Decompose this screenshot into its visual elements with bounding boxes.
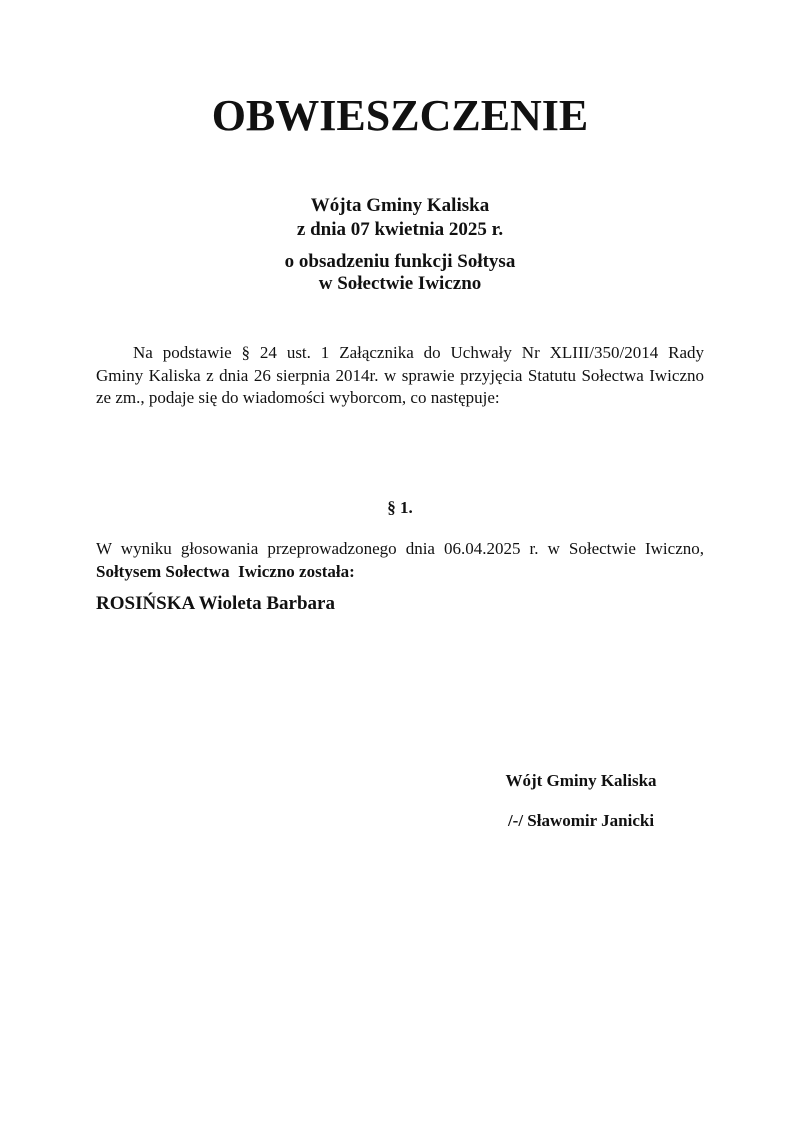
legal-basis-paragraph <box>96 342 704 410</box>
signatory-position-title: Wójt Gminy Kaliska <box>505 771 657 790</box>
issuer-line: Wójta Gminy Kaliska <box>310 195 490 216</box>
subject-line-1: o obsadzeniu funkcji Sołtysa <box>284 251 516 272</box>
document-subtitle-issuer <box>0 194 800 241</box>
subject-line-2: w Sołectwie Iwiczno <box>318 272 482 294</box>
section-1-heading: § 1. <box>387 498 413 517</box>
legal-basis-line: Gminy Kaliska z dnia 26 sierpnia 2014r. w sprawie przyjęcia Statutu Sołectwa Iwiczno <box>96 365 704 385</box>
signatory-name: /-/ Sławomir Janicki <box>507 811 655 830</box>
legal-basis-line: ze zm., podaje się do wiadomości wyborcom, co następuje: <box>96 388 500 407</box>
document-subtitle-subject <box>0 251 800 294</box>
election-result-line-bold: Sołtysem Sołectwa Iwiczno została: <box>96 561 355 581</box>
document-title: OBWIESZCZENIE <box>211 91 589 140</box>
issue-date-line: z dnia 07 kwietnia 2025 r. <box>296 218 504 240</box>
election-result-line: W wyniku głosowania przeprowadzonego dnia 06.04.2025 r. w Sołectwie Iwiczno, <box>96 539 704 558</box>
legal-basis-line: Na podstawie § 24 ust. 1 Załącznika do Uchwały Nr XLIII/350/2014 Rady <box>133 343 704 362</box>
election-result-paragraph <box>96 538 704 583</box>
signature-block <box>450 770 712 833</box>
elected-person-name: ROSIŃSKA Wioleta Barbara <box>96 593 335 614</box>
